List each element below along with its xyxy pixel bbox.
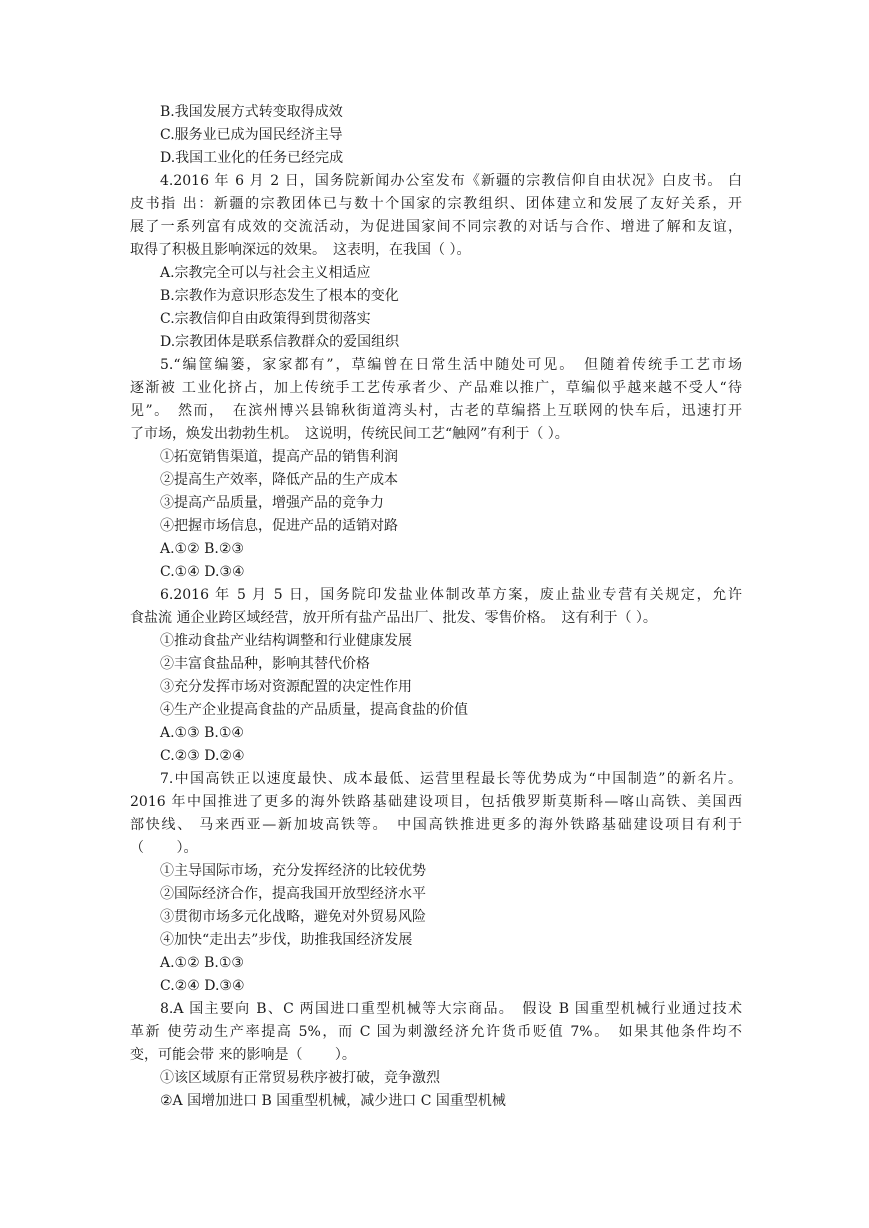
q8-stem-line-1: 8.A 国主要向 B、C 两国进口重型机械等大宗商品。 假设 B 国重型机械行业通过技术 [160, 1001, 742, 1017]
q4-option-c: C.宗教信仰自由政策得到贯彻落实 [160, 311, 371, 327]
q7-statement-2: ②国际经济合作，提高我国开放型经济水平 [160, 886, 426, 902]
q8-stem-line-2: 革新 使劳动生产率提高 5%，而 C 国为刺激经济允许货币贬值 7%。 如果其他条件均不 [130, 1024, 742, 1040]
q7-statement-1: ①主导国际市场，充分发挥经济的比较优势 [160, 863, 426, 879]
q7-stem-line-1: 7.中国高铁正以速度最快、成本最低、运营里程最长等优势成为“中国制造”的新名片。 [160, 771, 742, 787]
q7-options-ab: A.①② B.①③ [160, 955, 244, 971]
q7-statement-4: ④加快“走出去”步伐，助推我国经济发展 [160, 932, 413, 948]
q4-option-d: D.宗教团体是联系信教群众的爱国组织 [160, 334, 400, 350]
q8-stem-line-3: 变，可能会带 来的影响是（ ）。 [130, 1047, 356, 1063]
q5-statement-1: ①拓宽销售渠道，提高产品的销售利润 [160, 449, 398, 465]
q5-statement-2: ②提高生产效率，降低产品的生产成本 [160, 472, 398, 488]
q3-option-d: D.我国工业化的任务已经完成 [160, 150, 344, 166]
q5-statement-4: ④把握市场信息，促进产品的适销对路 [160, 518, 398, 534]
q8-statement-1: ①该区域原有正常贸易秩序被打破，竞争激烈 [160, 1070, 440, 1086]
q7-stem-line-4: （ ）。 [130, 840, 198, 856]
q7-stem-line-3: 部快线、 马来西亚—新加坡高铁等。 中国高铁推进更多的海外铁路基础建设项目有利于 [130, 817, 742, 833]
q5-stem-line-2: 逐渐被 工业化挤占，加上传统手工艺传承者少、产品难以推广，草编似乎越来越不受人“待 [130, 380, 742, 396]
q5-options-cd: C.①④ D.③④ [160, 564, 245, 580]
q4-stem-line-1: 4.2016 年 6 月 2 日，国务院新闻办公室发布《新疆的宗教信仰自由状况》白皮书。 白 [160, 173, 742, 189]
q4-stem-line-3: 展了一系列富有成效的交流活动，为促进国家间不同宗教的对话与合作、增进了解和友谊， [130, 219, 742, 235]
q4-option-a: A.宗教完全可以与社会主义相适应 [160, 265, 371, 281]
q3-option-c: C.服务业已成为国民经济主导 [160, 127, 343, 143]
q4-stem-line-2: 皮书指 出：新疆的宗教团体已与数十个国家的宗教组织、团体建立和发展了友好关系，开 [130, 196, 742, 212]
q3-option-b: B.我国发展方式转变取得成效 [160, 104, 343, 120]
q5-stem-line-3: 见”。 然而， 在滨州博兴县锦秋街道湾头村，古老的草编搭上互联网的快车后，迅速打开 [130, 403, 742, 419]
q6-stem-line-2: 食盐流 通企业跨区域经营，放开所有盐产品出厂、批发、零售价格。 这有利于（ ）。 [130, 610, 657, 626]
q6-statement-2: ②丰富食盐品种，影响其替代价格 [160, 656, 370, 672]
q6-statement-1: ①推动食盐产业结构调整和行业健康发展 [160, 633, 412, 649]
document-body [130, 101, 742, 1113]
q6-options-ab: A.①③ B.①④ [160, 725, 244, 741]
q5-options-ab: A.①② B.②③ [160, 541, 244, 557]
q6-options-cd: C.②③ D.②④ [160, 748, 245, 764]
q6-stem-line-1: 6.2016 年 5 月 5 日，国务院印发盐业体制改革方案，废止盐业专营有关规定，允许 [160, 587, 742, 603]
q6-statement-3: ③充分发挥市场对资源配置的决定性作用 [160, 679, 412, 695]
q7-stem-line-2: 2016 年中国推进了更多的海外铁路基础建设项目，包括俄罗斯莫斯科—喀山高铁、美国西 [130, 794, 742, 810]
q4-option-b: B.宗教作为意识形态发生了根本的变化 [160, 288, 399, 304]
q5-statement-3: ③提高产品质量，增强产品的竞争力 [160, 495, 384, 511]
q4-stem-line-4: 取得了积极且影响深远的效果。 这表明，在我国（ ）。 [130, 242, 471, 258]
q6-statement-4: ④生产企业提高食盐的产品质量，提高食盐的价值 [160, 702, 468, 718]
q5-stem-line-1: 5.“编筐编篓，家家都有”，草编曾在日常生活中随处可见。 但随着传统手工艺市场 [160, 357, 742, 373]
q5-stem-line-4: 了市场，焕发出勃勃生机。 这说明，传统民间工艺“触网”有利于（ ）。 [130, 426, 569, 442]
q8-statement-2: ②A 国增加进口 B 国重型机械，减少进口 C 国重型机械 [160, 1093, 506, 1109]
q7-statement-3: ③贯彻市场多元化战略，避免对外贸易风险 [160, 909, 426, 925]
q7-options-cd: C.②④ D.③④ [160, 978, 245, 994]
